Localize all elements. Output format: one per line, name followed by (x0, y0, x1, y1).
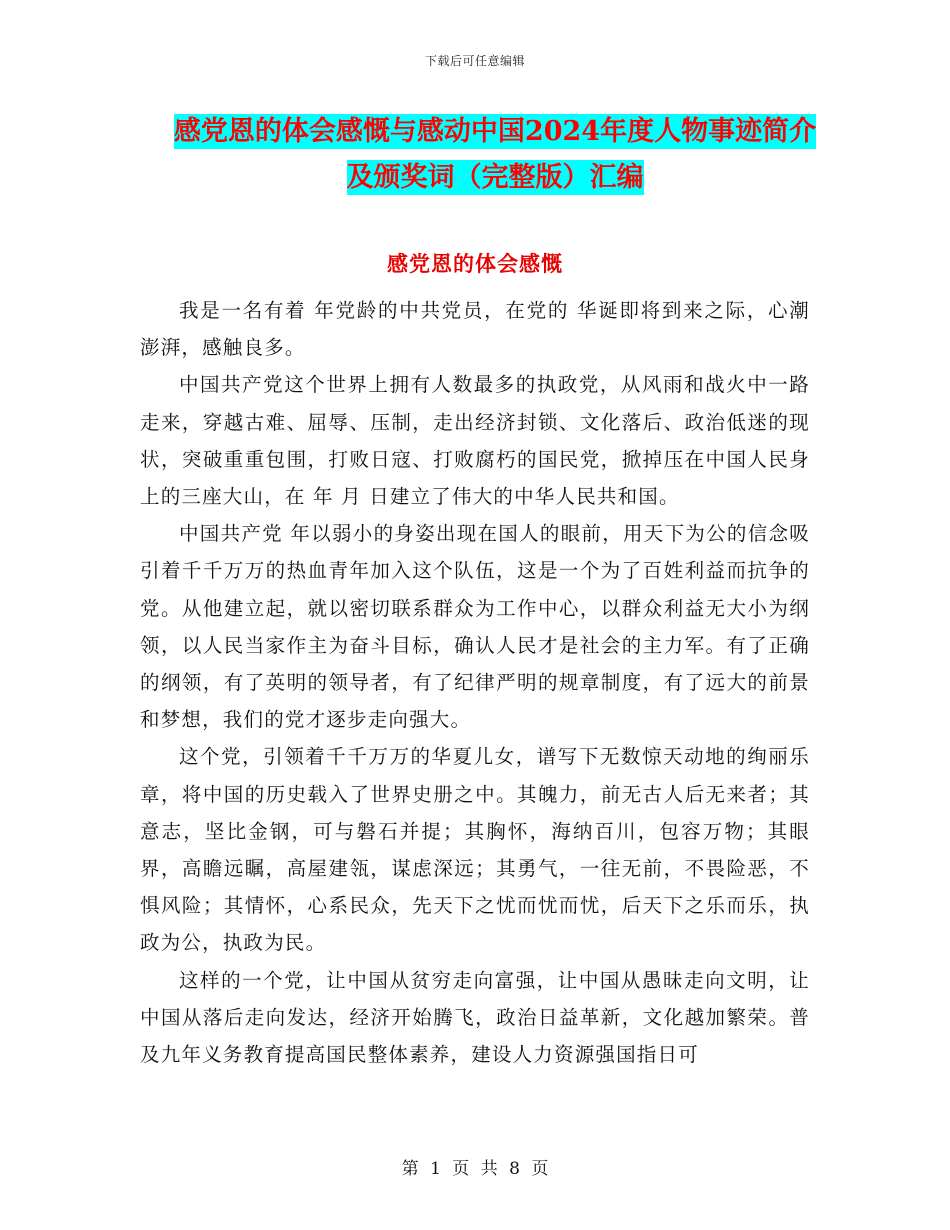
main-title (140, 109, 850, 201)
main-title-line-2: 及颁奖词（完整版）汇编 (346, 162, 644, 193)
paragraph: 中国共产党这个世界上拥有人数最多的执政党，从风雨和战火中一路走来，穿越古难、屈辱、压制，走出经济封锁、文化落后、政治低迷的现状，突破重重包围，打败日寇、打败腐朽的国民党，掀掉压在中国人民身上的三座大山，在 年 月 日建立了伟大的中华人民共和国。 (140, 373, 810, 509)
paragraph: 我是一名有着 年党龄的中共党员，在党的 华诞即将到来之际，心潮澎湃，感触良多。 (140, 299, 810, 360)
main-title-line-1: 感党恩的体会感慨与感动中国2024年度人物事迹简介 (173, 116, 817, 147)
body-text (140, 292, 810, 1073)
page-footer: 第 1 页 共 8 页 (401, 1159, 549, 1179)
paragraph: 中国共产党 年以弱小的身姿出现在国人的眼前，用天下为公的信念吸引着千千万万的热血青年加入这个队伍，这是一个为了百姓利益而抗争的党。从他建立起，就以密切联系群众为工作中心，以群众利益无大小为纲领，以人民当家作主为奋斗目标，确认人民才是社会的主力军。有了正确的纲领，有了英明的领导者，有了纪律严明的规章制度，有了远大的前景和梦想，我们的党才逐步走向强大。 (140, 522, 810, 732)
paragraph: 这样的一个党，让中国从贫穷走向富强，让中国从愚昧走向文明，让中国从落后走向发达，经济开始腾飞，政治日益革新，文化越加繁荣。普及九年义务教育提高国民整体素养，建设人力资源强国指日可 (140, 968, 810, 1067)
paragraph: 这个党，引领着千千万万的华夏儿女，谱写下无数惊天动地的绚丽乐章，将中国的历史载入了世界史册之中。其魄力，前无古人后无来者；其意志，坚比金钢，可与磐石并提；其胸怀，海纳百川，包容万物；其眼界，高瞻远瞩，高屋建瓴，谋虑深远；其勇气，一往无前，不畏险恶，不惧风险；其情怀，心系民众，先天下之忧而忧而忧，后天下之乐而乐，执政为公，执政为民。 (140, 745, 810, 955)
header-note: 下载后可任意编辑 (424, 54, 525, 68)
section-title: 感党恩的体会感慨 (387, 251, 563, 276)
